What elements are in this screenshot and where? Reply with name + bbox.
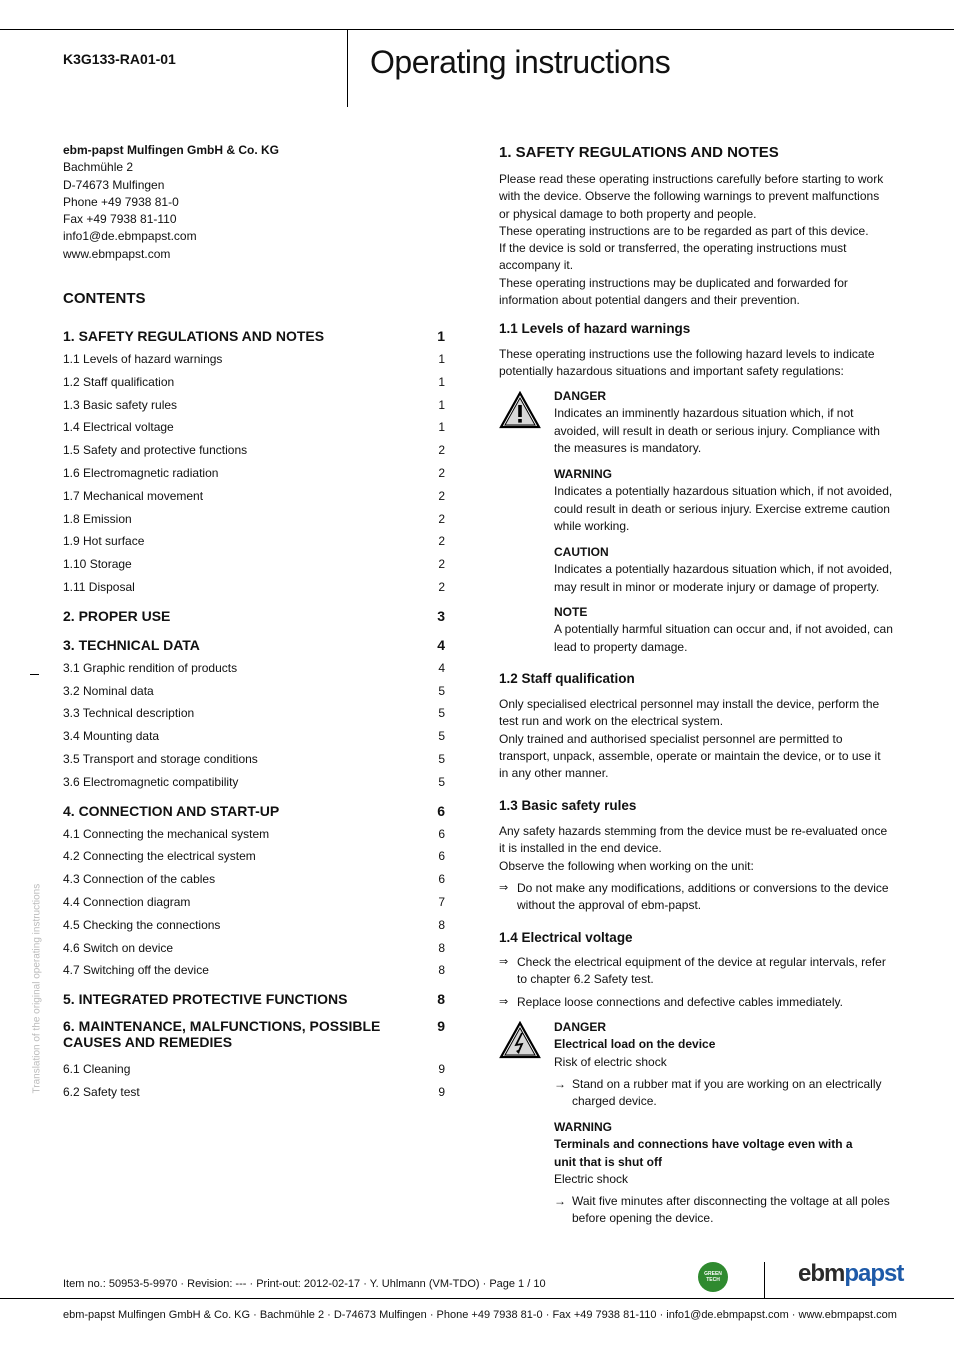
section-1-intro [499, 171, 891, 309]
toc-section[interactable] [63, 1016, 445, 1058]
toc-page: 8 [438, 963, 445, 978]
note-block [554, 604, 894, 656]
toc-entry[interactable] [63, 394, 445, 417]
toc-title: 6. MAINTENANCE, MALFUNCTIONS, POSSIBLE CAUSES AND REMEDIES [63, 1018, 381, 1051]
footer-company-info: ebm-papst Mulfingen GmbH & Co. KG · Bachmühle 2 · D-74673 Mulfingen · Phone +49 7938 81-0 · Fax +49 7938 81-110 · info1@de.ebmpapst.com · www.ebmpapst.com [63, 1309, 897, 1321]
toc-entry[interactable] [63, 348, 445, 371]
toc-entry[interactable] [63, 959, 445, 982]
text-1-3 [499, 823, 891, 914]
intro-text: Please read these operating instructions carefully before starting to work with the device. Observe the following warnings to prevent malfunctions or physical damage to both property and people. [499, 172, 884, 221]
toc-title: 1.2 Staff qualification [63, 374, 175, 389]
danger-electrical-block [554, 1019, 894, 1110]
toc-title: 4.5 Checking the connections [63, 917, 221, 932]
toc-title: 1.7 Mechanical movement [63, 488, 204, 503]
toc-entry[interactable] [63, 553, 445, 576]
toc-page: 6 [438, 849, 445, 864]
text-1-3-b: Observe the following when working on the unit: [499, 858, 754, 873]
toc-entry[interactable] [63, 1081, 445, 1104]
toc-title: 1.8 Emission [63, 511, 132, 526]
toc-section[interactable] [63, 324, 445, 348]
toc-page: 2 [438, 579, 445, 594]
company-address [63, 142, 279, 263]
toc-title: 4. CONNECTION AND START-UP [63, 802, 280, 819]
toc-page: 2 [438, 465, 445, 480]
footer-rule [0, 1298, 954, 1299]
warning-triangle-icon [499, 391, 541, 429]
toc-entry[interactable] [63, 868, 445, 891]
company-city: D-74673 Mulfingen [63, 177, 165, 192]
right-arrow-icon: → [554, 1076, 566, 1091]
caution-text: Indicates a potentially hazardous situation which, if not avoided, may result in minor or moderate injury or damage of property. [554, 562, 893, 594]
arrow-bullet-icon: ⇒ [499, 881, 509, 894]
list-item-text: Check the electrical equipment of the device at regular intervals, refer to chapter 6.2 Safety test. [517, 955, 886, 987]
text-1-2 [499, 696, 891, 782]
toc-title: 6.2 Safety test [63, 1084, 140, 1099]
toc-page: 2 [438, 534, 445, 549]
danger-label: DANGER [554, 1020, 607, 1034]
toc-entry[interactable] [63, 914, 445, 937]
header-top-rule [0, 29, 954, 30]
list-item-text: Wait five minutes after disconnecting the voltage at all poles before opening the device. [572, 1194, 890, 1226]
toc-page: 1 [438, 374, 445, 389]
toc-entry[interactable] [63, 1058, 445, 1081]
toc-entry[interactable] [63, 845, 445, 868]
toc-entry[interactable] [63, 439, 445, 462]
toc-title: 1.1 Levels of hazard warnings [63, 352, 223, 366]
heading-1-3: 1.3 Basic safety rules [499, 798, 637, 813]
footer-item-info: Item no.: 50953-5-9970 · Revision: --- · Print-out: 2012-02-17 · Y. Uhlmann (VM-TDO) · Page 1 / 10 [63, 1278, 546, 1290]
text-1-3-a: Any safety hazards stemming from the device must be re-evaluated once it is installed in the end device. [499, 824, 888, 856]
toc-title: 1.6 Electromagnetic radiation [63, 465, 219, 480]
warning-label: WARNING [554, 1120, 612, 1134]
footer-divider [764, 1262, 765, 1298]
danger-block [554, 388, 894, 457]
toc-section[interactable] [63, 604, 445, 628]
intro-text-4: These operating instructions may be duplicated and forwarded for information about potential dangers and their prevention. [499, 275, 848, 308]
warning-text: Electric shock [554, 1171, 629, 1186]
toc-title: 1.3 Basic safety rules [63, 397, 178, 412]
toc-title: 1.9 Hot surface [63, 534, 145, 549]
toc-page: 8 [437, 991, 445, 1008]
text-1-1: These operating instructions use the following hazard levels to indicate potentially hazardous situations and important safety regulations: [499, 347, 875, 379]
company-fax: Fax +49 7938 81-110 [63, 212, 177, 227]
toc-entry[interactable] [63, 485, 445, 508]
toc-title: 5. INTEGRATED PROTECTIVE FUNCTIONS [63, 991, 348, 1008]
toc-entry[interactable] [63, 530, 445, 553]
caution-label: CAUTION [554, 545, 609, 559]
text-1-4 [499, 954, 891, 1011]
toc-entry[interactable] [63, 725, 445, 748]
logo-part-b: papst [844, 1260, 904, 1287]
toc-page: 8 [438, 917, 445, 932]
badge-text: GREEN TECH [704, 1271, 722, 1283]
heading-1-2: 1.2 Staff qualification [499, 671, 635, 686]
toc-entry[interactable] [63, 576, 445, 599]
toc-page: 6 [438, 872, 445, 887]
toc-title: 2. PROPER USE [63, 607, 171, 624]
list-item [499, 994, 891, 1011]
toc-entry[interactable] [63, 891, 445, 914]
toc-page: 4 [438, 660, 445, 675]
caution-block [554, 544, 894, 596]
toc-title: 4.4 Connection diagram [63, 894, 191, 909]
toc-page: 9 [437, 1018, 445, 1035]
header-divider [347, 29, 348, 107]
toc-page: 2 [438, 488, 445, 503]
toc-title: 3.4 Mounting data [63, 729, 160, 744]
list-item [499, 954, 891, 989]
toc-entry[interactable] [63, 823, 445, 846]
toc-title: 3. TECHNICAL DATA [63, 636, 200, 653]
toc-title: 4.3 Connection of the cables [63, 872, 216, 887]
toc-entry[interactable] [63, 508, 445, 531]
warning-block [554, 466, 894, 535]
green-tech-badge [698, 1262, 728, 1292]
toc-title: 4.7 Switching off the device [63, 963, 209, 978]
danger-text: Indicates an imminently hazardous situation which, if not avoided, will result in death or serious injury. Compliance with the measures is mandatory. [554, 406, 880, 455]
toc-title: 3.5 Transport and storage conditions [63, 751, 258, 766]
toc-page: 1 [437, 328, 445, 344]
warning-label: WARNING [554, 467, 612, 481]
toc-title: 4.6 Switch on device [63, 940, 174, 955]
warning-subject: Terminals and connections have voltage even with a unit that is shut off [554, 1137, 853, 1169]
text-1-2-b: Only trained and authorised specialist personnel are permitted to transport, unpack, assemble, operate or maintain the device, or to use it in any other manner. [499, 731, 881, 781]
danger-subject: Electrical load on the device [554, 1037, 716, 1052]
company-phone: Phone +49 7938 81-0 [63, 194, 179, 209]
toc-page: 6 [437, 802, 445, 819]
toc-entry[interactable] [63, 937, 445, 960]
toc-title: 4.2 Connecting the electrical system [63, 849, 256, 864]
toc-entry[interactable] [63, 680, 445, 703]
company-web: www.ebmpapst.com [63, 246, 171, 261]
contents-heading: CONTENTS [63, 290, 146, 307]
list-item-text: Replace loose connections and defective cables immediately. [517, 994, 843, 1009]
heading-1-4: 1.4 Electrical voltage [499, 930, 633, 945]
toc-page: 3 [437, 607, 445, 624]
toc-page: 1 [438, 352, 445, 366]
toc-page: 1 [438, 420, 445, 435]
toc-page: 9 [438, 1062, 445, 1077]
toc-title: 3.3 Technical description [63, 706, 195, 721]
arrow-bullet-icon: ⇒ [499, 995, 509, 1008]
toc-entry[interactable] [63, 657, 445, 680]
toc-page: 2 [438, 443, 445, 458]
toc-entry[interactable] [63, 748, 445, 771]
warning-text: Indicates a potentially hazardous situation which, if not avoided, could result in death or serious injury. Exercise extreme caution while working. [554, 484, 893, 533]
toc-title: 1. SAFETY REGULATIONS AND NOTES [63, 328, 325, 344]
toc-page: 5 [438, 729, 445, 744]
toc-title: 3.6 Electromagnetic compatibility [63, 774, 239, 789]
heading-1-1: 1.1 Levels of hazard warnings [499, 321, 691, 336]
margin-mark [30, 674, 39, 675]
model-number: K3G133-RA01-01 [63, 51, 176, 67]
side-note: Translation of the original operating instructions [31, 883, 43, 1094]
logo-part-a: ebm [798, 1260, 845, 1287]
intro-text-3: If the device is sold or transferred, the operating instructions must accompany it. [499, 241, 847, 273]
toc-page: 4 [437, 636, 445, 653]
toc-page: 8 [438, 940, 445, 955]
ebmpapst-logo [798, 1260, 903, 1288]
toc-entry[interactable] [63, 462, 445, 485]
toc-title: 1.5 Safety and protective functions [63, 443, 248, 458]
toc-title: 3.2 Nominal data [63, 683, 154, 698]
toc-entry[interactable] [63, 702, 445, 725]
section-1-heading: 1. SAFETY REGULATIONS AND NOTES [499, 144, 779, 161]
company-name: ebm-papst Mulfingen GmbH & Co. KG [63, 143, 279, 157]
toc-title: 4.1 Connecting the mechanical system [63, 826, 270, 841]
table-of-contents [63, 324, 445, 1104]
warning-electrical-block [554, 1119, 894, 1228]
toc-title: 1.10 Storage [63, 557, 132, 572]
list-item [554, 1193, 894, 1228]
note-text: A potentially harmful situation can occur and, if not avoided, can lead to property damage. [554, 622, 893, 654]
danger-label: DANGER [554, 389, 607, 403]
toc-title: 3.1 Graphic rendition of products [63, 660, 238, 675]
toc-page: 5 [438, 751, 445, 766]
toc-page: 6 [438, 826, 445, 841]
toc-title: 1.11 Disposal [63, 579, 135, 594]
list-item-text: Stand on a rubber mat if you are working on an electrically charged device. [572, 1076, 882, 1109]
danger-text: Risk of electric shock [554, 1054, 667, 1069]
arrow-bullet-icon: ⇒ [499, 956, 509, 968]
list-item-text: Do not make any modifications, additions or conversions to the device without the approval of ebm-papst. [517, 880, 889, 913]
toc-entry[interactable] [63, 771, 445, 794]
high-voltage-triangle-icon [499, 1021, 541, 1059]
company-email: info1@de.ebmpapst.com [63, 229, 197, 244]
toc-entry[interactable] [63, 416, 445, 439]
toc-section[interactable] [63, 987, 445, 1011]
toc-page: 5 [438, 706, 445, 721]
right-arrow-icon: → [554, 1194, 566, 1209]
toc-page: 2 [438, 511, 445, 526]
company-street: Bachmühle 2 [63, 160, 134, 175]
toc-title: 1.4 Electrical voltage [63, 420, 174, 435]
toc-page: 7 [438, 894, 445, 909]
note-label: NOTE [554, 605, 588, 619]
toc-title: 6.1 Cleaning [63, 1062, 131, 1077]
toc-page: 1 [438, 397, 445, 412]
toc-page: 9 [438, 1084, 445, 1099]
intro-text-2: These operating instructions are to be regarded as part of this device. [499, 223, 869, 238]
toc-section[interactable] [63, 633, 445, 657]
toc-page: 5 [438, 683, 445, 698]
toc-section[interactable] [63, 799, 445, 823]
toc-page: 5 [438, 774, 445, 789]
toc-entry[interactable] [63, 371, 445, 394]
page-title: Operating instructions [370, 44, 671, 80]
list-item [499, 880, 891, 915]
toc-page: 2 [438, 557, 445, 572]
list-item [554, 1076, 894, 1111]
text-1-2-a: Only specialised electrical personnel may install the device, perform the test run and work on the electrical system. [499, 697, 880, 729]
